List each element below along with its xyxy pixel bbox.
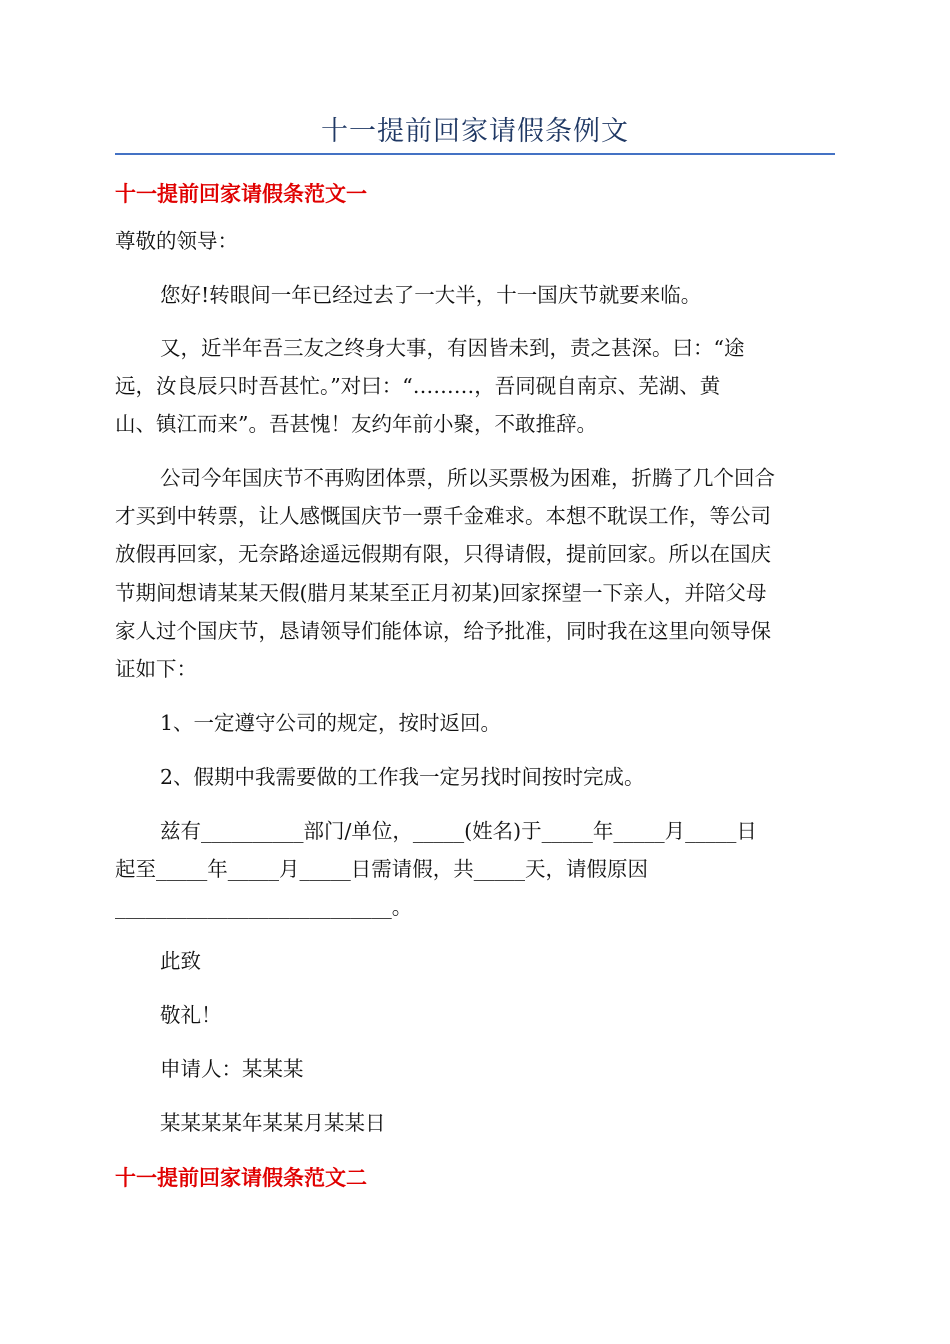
salutation: 尊敬的领导： <box>115 229 238 253</box>
paragraph-line: 又，近半年吾三友之终身大事，有因皆未到，责之甚深。曰：“途 <box>160 336 745 360</box>
form-line: 兹有__________部门/单位，_____(姓名)于_____年_____月_____日 <box>160 819 757 843</box>
paragraph-line: 远，汝良辰只时吾甚忙。”对曰：“………，吾同砚自南京、芜湖、黄 <box>115 374 721 399</box>
paragraph-line: 证如下： <box>115 656 197 681</box>
date-line: 某某某某年某某月某某日 <box>160 1111 386 1135</box>
leave-form-paragraph <box>115 812 835 927</box>
form-line: ___________________________。 <box>115 895 413 920</box>
paragraph-line: 放假再回家，无奈路途遥远假期有限，只得请假，提前回家。所以在国庆 <box>115 542 771 567</box>
closing-cizhi: 此致 <box>160 949 201 973</box>
paragraph-tickets <box>115 459 835 688</box>
paragraph-line: 山、镇江而来”。吾甚愧！友约年前小聚，不敢推辞。 <box>115 412 597 437</box>
title-underline <box>115 153 835 155</box>
document-title: 十一提前回家请假条例文 <box>321 116 629 147</box>
form-line: 起至_____年_____月_____日需请假，共_____天，请假原因 <box>115 857 648 882</box>
promise-item-1: 1、一定遵守公司的规定，按时返回。 <box>160 711 502 735</box>
section-heading-1: 十一提前回家请假条范文一 <box>115 182 367 206</box>
paragraph-line: 家人过个国庆节，恳请领导们能体谅，给予批准，同时我在这里向领导保 <box>115 618 771 643</box>
paragraph-line: 才买到中转票，让人感慨国庆节一票千金难求。本想不耽误工作，等公司 <box>115 504 771 529</box>
paragraph-line: 公司今年国庆节不再购团体票，所以买票极为困难，折腾了几个回合 <box>160 466 775 490</box>
section-heading-2: 十一提前回家请假条范文二 <box>115 1166 367 1190</box>
applicant-line: 申请人：某某某 <box>160 1057 304 1081</box>
closing-jingli: 敬礼！ <box>160 1003 222 1027</box>
paragraph-line: 节期间想请某某天假(腊月某某至正月初某)回家探望一下亲人，并陪父母 <box>115 580 767 605</box>
promise-item-2: 2、假期中我需要做的工作我一定另找时间按时完成。 <box>160 765 645 789</box>
greeting-paragraph: 您好!转眼间一年已经过去了一大半，十一国庆节就要来临。 <box>160 283 702 307</box>
paragraph-friends <box>115 329 835 444</box>
